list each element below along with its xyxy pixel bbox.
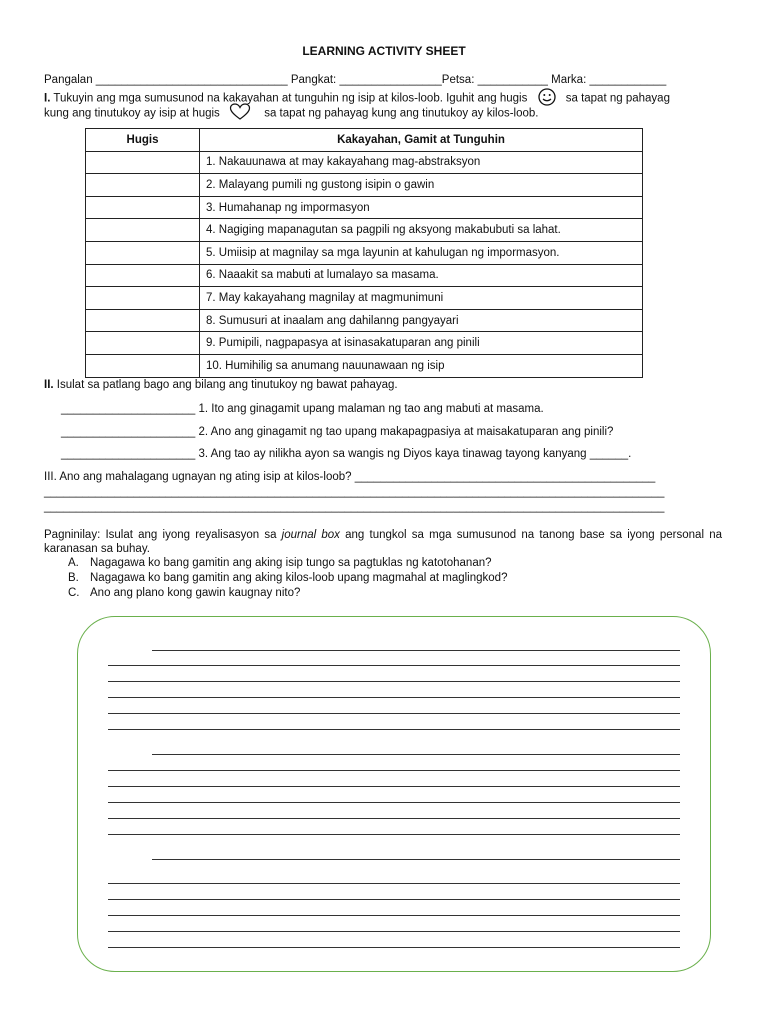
table-row bbox=[86, 287, 643, 310]
ability-cell: 6. Naaakit sa mabuti at lumalayo sa masama. bbox=[200, 264, 643, 287]
student-info-line: Pangalan ______________________________ Pangkat: ________________Petsa: ___________ Marka: ____________ bbox=[44, 74, 667, 86]
table-row bbox=[86, 264, 643, 287]
journal-writing-line[interactable] bbox=[108, 834, 680, 835]
journal-writing-line[interactable] bbox=[108, 915, 680, 916]
part1-instruction-after-smiley: sa tapat ng pahayag bbox=[565, 92, 670, 105]
table-header-row bbox=[86, 129, 643, 152]
table-row bbox=[86, 332, 643, 355]
shape-answer-cell[interactable] bbox=[86, 241, 200, 264]
part1-instruction-text2: kung ang tinutukoy ay isip at hugis bbox=[44, 107, 220, 120]
journal-writing-line[interactable] bbox=[108, 665, 680, 666]
ability-cell: 5. Umiisip at magnilay sa mga layunin at kahulugan ng impormasyon. bbox=[200, 241, 643, 264]
part2-instruction-text: Isulat sa patlang bago ang bilang ang tinutukoy ng bawat pahayag. bbox=[53, 379, 398, 391]
table-row bbox=[86, 174, 643, 197]
ability-cell: 8. Sumusuri at inaalam ang dahilanng pangyayari bbox=[200, 309, 643, 332]
part3-question[interactable]: III. Ano ang mahalagang ugnayan ng ating isip at kilos-loob? _______________________________________________ bbox=[44, 471, 656, 483]
journal-box[interactable] bbox=[77, 616, 711, 972]
smiley-face-icon bbox=[537, 88, 557, 109]
table-row bbox=[86, 196, 643, 219]
reflection-intro-suffix: ang tungkol sa mga sumusunod na tanong base sa iyong personal na karanasan sa buhay. bbox=[44, 529, 722, 555]
ability-cell: 1. Nakauunawa at may kakayahang mag-abstraksyon bbox=[200, 151, 643, 174]
part2-label: II. bbox=[44, 379, 54, 391]
part2-instruction bbox=[44, 379, 398, 391]
part3-answer-line[interactable]: _________________________________________________________________________________________________ bbox=[44, 501, 665, 513]
reflection-intro-italic: journal box bbox=[281, 529, 340, 541]
journal-writing-line[interactable] bbox=[152, 754, 680, 755]
ability-cell: 9. Pumipili, nagpapasya at isinasakatuparan ang pinili bbox=[200, 332, 643, 355]
table-row bbox=[86, 309, 643, 332]
journal-writing-line[interactable] bbox=[108, 899, 680, 900]
journal-writing-line[interactable] bbox=[108, 697, 680, 698]
shape-answer-cell[interactable] bbox=[86, 354, 200, 377]
journal-writing-line[interactable] bbox=[108, 883, 680, 884]
shape-answer-cell[interactable] bbox=[86, 264, 200, 287]
reflection-instructions bbox=[44, 528, 722, 556]
option-label: A. bbox=[68, 557, 79, 569]
shape-answer-cell[interactable] bbox=[86, 196, 200, 219]
ability-cell: 7. May kakayahang magnilay at magmunimuni bbox=[200, 287, 643, 310]
journal-writing-line[interactable] bbox=[108, 729, 680, 730]
journal-writing-line[interactable] bbox=[108, 770, 680, 771]
part2-item-3[interactable]: _____________________ 3. Ang tao ay nilikha ayon sa wangis ng Diyos kaya tinawag tayong kanyang ______. bbox=[61, 448, 632, 460]
shape-answer-cell[interactable] bbox=[86, 219, 200, 242]
journal-writing-line[interactable] bbox=[108, 713, 680, 714]
column-header-hugis: Hugis bbox=[86, 129, 200, 152]
shape-answer-cell[interactable] bbox=[86, 151, 200, 174]
heart-icon bbox=[229, 103, 251, 124]
shape-answer-cell[interactable] bbox=[86, 174, 200, 197]
shape-answer-cell[interactable] bbox=[86, 287, 200, 310]
table-row bbox=[86, 241, 643, 264]
journal-writing-line[interactable] bbox=[108, 802, 680, 803]
option-text: Nagagawa ko bang gamitin ang aking isip tungo sa pagtuklas ng katotohanan? bbox=[90, 557, 492, 569]
journal-writing-line[interactable] bbox=[108, 818, 680, 819]
journal-writing-line[interactable] bbox=[108, 681, 680, 682]
journal-writing-line[interactable] bbox=[108, 931, 680, 932]
part2-item-1[interactable]: _____________________ 1. Ito ang ginagamit upang malaman ng tao ang mabuti at masama. bbox=[61, 403, 544, 415]
journal-writing-line[interactable] bbox=[152, 650, 680, 651]
table-row bbox=[86, 219, 643, 242]
option-label: C. bbox=[68, 587, 80, 599]
reflection-intro-prefix: Pagninilay: Isulat ang iyong reyalisasyon sa bbox=[44, 529, 282, 541]
option-text: Nagagawa ko bang gamitin ang aking kilos-loob upang magmahal at maglingkod? bbox=[90, 572, 508, 584]
shape-answer-cell[interactable] bbox=[86, 309, 200, 332]
ability-cell: 2. Malayang pumili ng gustong isipin o gawin bbox=[200, 174, 643, 197]
part1-instruction-line2 bbox=[44, 103, 539, 124]
shape-answer-cell[interactable] bbox=[86, 332, 200, 355]
part1-label: I. bbox=[44, 92, 51, 105]
part1-instruction-text1: Tukuyin ang mga sumusunod na kakayahan at tunguhin ng isip at kilos-loob. Iguhit ang hugis bbox=[50, 92, 528, 105]
option-text: Ano ang plano kong gawin kaugnay nito? bbox=[90, 587, 301, 599]
ability-cell: 10. Humihilig sa anumang nauunawaan ng isip bbox=[200, 354, 643, 377]
abilities-table bbox=[85, 128, 643, 378]
table-row bbox=[86, 151, 643, 174]
sheet-title: LEARNING ACTIVITY SHEET bbox=[302, 44, 466, 58]
reflection-option-a bbox=[68, 557, 492, 569]
ability-cell: 4. Nagiging mapanagutan sa pagpili ng aksyong makabubuti sa lahat. bbox=[200, 219, 643, 242]
part1-instruction-after-heart: sa tapat ng pahayag kung ang tinutukoy ay kilos-loob. bbox=[264, 107, 539, 120]
table-row bbox=[86, 354, 643, 377]
reflection-option-b bbox=[68, 572, 507, 584]
reflection-option-c bbox=[68, 587, 300, 599]
journal-writing-line[interactable] bbox=[108, 786, 680, 787]
journal-writing-line[interactable] bbox=[152, 859, 680, 860]
ability-cell: 3. Humahanap ng impormasyon bbox=[200, 196, 643, 219]
option-label: B. bbox=[68, 572, 79, 584]
journal-writing-line[interactable] bbox=[108, 947, 680, 948]
part2-item-2[interactable]: _____________________ 2. Ano ang ginagamit ng tao upang makapagpasiya at maisakatuparan ang pinili? bbox=[61, 426, 614, 438]
column-header-kakayahan: Kakayahan, Gamit at Tunguhin bbox=[200, 129, 643, 152]
part3-answer-line[interactable]: _________________________________________________________________________________________________ bbox=[44, 486, 665, 498]
